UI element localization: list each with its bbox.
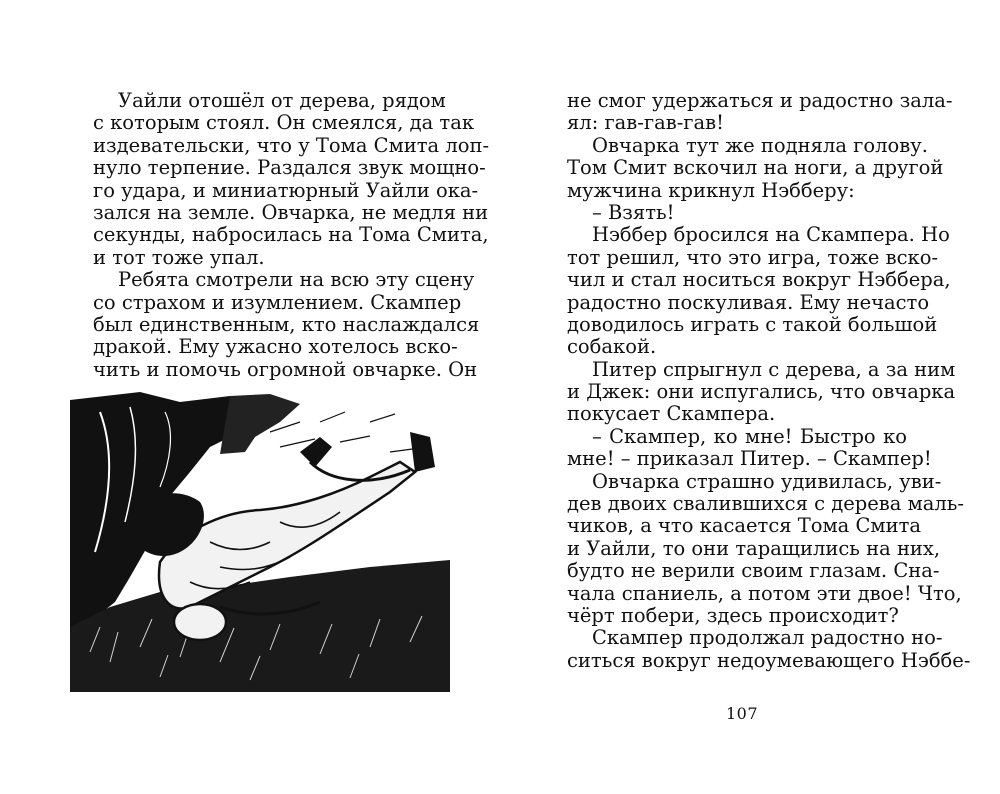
text-line: зался на земле. Овчарка, не медля ни <box>93 200 489 224</box>
text-line: будто не верили своим глазам. Сна- <box>567 559 940 583</box>
text-line: секунды, набросилась на Тома Смита, <box>93 223 489 247</box>
text-line: и Джек: они испугались, что овчарка <box>567 380 956 404</box>
text-line: издевательски, что у Тома Смита лоп- <box>93 133 490 157</box>
text-line: чёрт побери, здесь происходит? <box>567 603 899 627</box>
left-text-column <box>93 89 490 381</box>
text-line: чиков, а что касается Тома Смита <box>567 514 921 538</box>
text-line: нуло терпение. Раздался звук мощно- <box>93 156 486 180</box>
text-line: и тот тоже упал. <box>93 245 265 269</box>
text-line: Скампер продолжал радостно но- <box>592 626 943 650</box>
text-line: и Уайли, то они таращились на них, <box>567 536 941 560</box>
text-line: ял: гав-гав-гав! <box>567 111 724 135</box>
text-line: мне! – приказал Питер. – Скампер! <box>567 447 932 471</box>
text-line: мужчина крикнул Нэбберу: <box>567 178 855 202</box>
text-line: дев двоих свалившихся с дерева маль- <box>567 492 964 516</box>
text-line: покусает Скампера. <box>567 402 776 426</box>
text-line: был единственным, кто наслаждался <box>93 312 480 336</box>
right-page <box>500 0 1000 794</box>
text-line: ситься вокруг недоумевающего Нэббе- <box>567 648 971 672</box>
text-line: чил и стал носиться вокруг Нэббера, <box>567 268 951 292</box>
text-line: чить и помочь огромной овчарке. Он <box>93 357 478 381</box>
text-line: собакой. <box>567 335 657 359</box>
text-line: Нэббер бросился на Скампера. Но <box>592 223 950 247</box>
text-line: с которым стоял. Он смеялся, да так <box>93 111 475 135</box>
text-line: Уайли отошёл от дерева, рядом <box>118 89 446 112</box>
text-line: Том Смит вскочил на ноги, а другой <box>567 156 944 180</box>
text-line: тот решил, что это игра, тоже вско- <box>567 245 939 269</box>
text-line: чала спаниель, а потом эти двое! Что, <box>567 581 962 605</box>
text-line: Ребята смотрели на всю эту сцену <box>118 268 475 292</box>
text-line: Овчарка тут же подняла голову. <box>592 133 928 157</box>
page-number: 107 <box>726 704 759 723</box>
text-line: радостно поскуливая. Ему нечасто <box>567 290 930 314</box>
text-line: дракой. Ему ужасно хотелось вско- <box>93 335 458 359</box>
text-line: – Взять! <box>592 200 675 224</box>
illustration-svg <box>70 392 450 692</box>
ink-illustration <box>70 392 450 692</box>
text-line: со страхом и изумлением. Скампер <box>93 290 462 314</box>
text-line: го удара, и миниатюрный Уайли ока- <box>93 178 479 202</box>
text-line: Овчарка страшно удивилась, уви- <box>592 469 942 493</box>
text-line: не смог удержаться и радостно зала- <box>567 89 953 112</box>
right-text-column <box>567 89 971 672</box>
text-line: – Скампер, ко мне! Быстро ко <box>592 424 907 448</box>
text-line: доводилось играть с такой большой <box>567 312 938 336</box>
text-line: Питер спрыгнул с дерева, а за ним <box>592 357 956 381</box>
